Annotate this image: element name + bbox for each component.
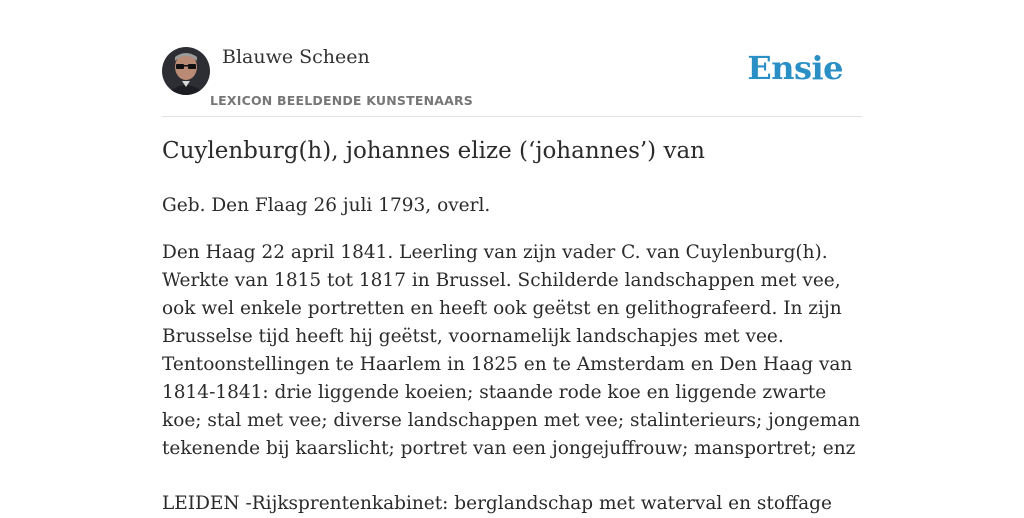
article-paragraph: LEIDEN -Rijksprentenkabinet: berglandschap met waterval en stoffage [162, 493, 832, 514]
header [162, 0, 862, 117]
brand-logo[interactable]: Ensie [747, 49, 843, 87]
article-paragraph: Geb. Den Flaag 26 juli 1793, overl. [162, 195, 491, 216]
page-container [162, 0, 862, 514]
author-name[interactable]: Blauwe Scheen [222, 46, 370, 68]
lexicon-subtitle[interactable]: LEXICON BEELDENDE KUNSTENAARS [210, 93, 474, 108]
article-paragraph: Den Haag 22 april 1841. Leerling van zijn vader C. van Cuylenburg(h). Werkte van 1815 tot 1817 in Brussel. Schilderde landschappen met vee, ook wel enkele portretten en heeft ook geëtst en gelithografeerd. In zijn Brusselse tijd heeft hij geëtst, voornamelijk landschapjes met vee. Tentoonstellingen te Haarlem in 1825 en te Amsterdam en Den Haag van 1814-1841: drie liggende koeien; staande rode koe en liggende zwarte koe; stal met vee; diverse landschappen met vee; stalinterieurs; jongeman tekenende bij kaarslicht; portret van een jongejuffrouw; mansportret; enz [162, 242, 861, 459]
author-avatar[interactable] [162, 47, 210, 95]
user-avatar-icon [162, 47, 210, 95]
article-title: Cuylenburg(h), johannes elize (‘johannes’) van [162, 138, 705, 164]
